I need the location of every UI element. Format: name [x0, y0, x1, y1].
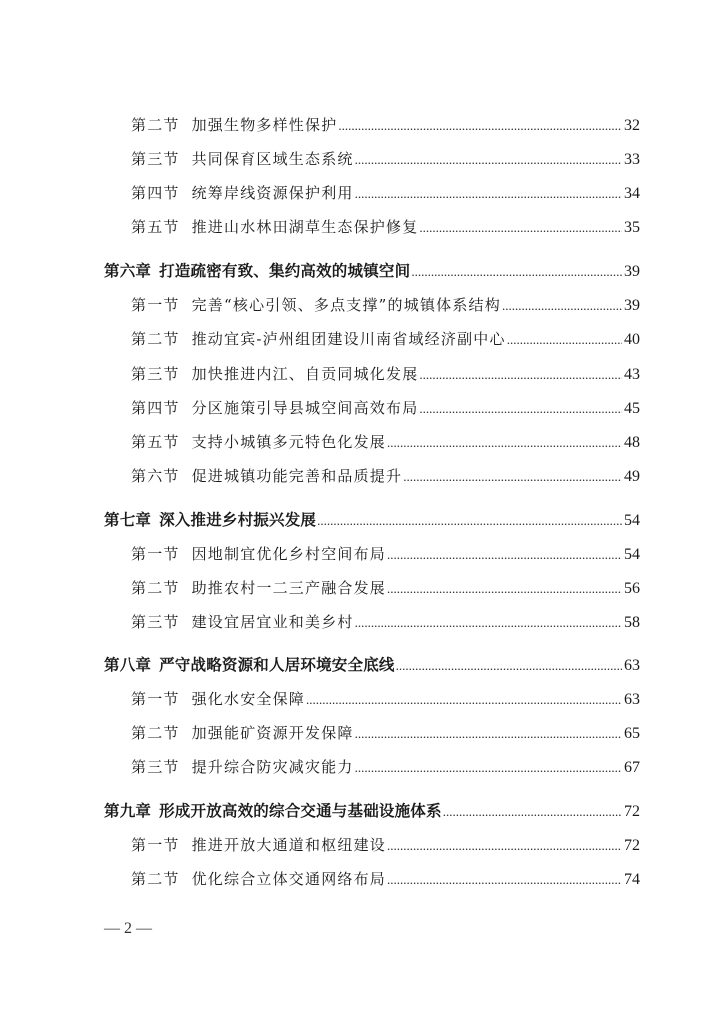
- toc-entry-page: 35: [624, 219, 640, 236]
- toc-section-entry: [131, 292, 640, 318]
- toc-entry-number: 第六章: [104, 262, 152, 280]
- toc-entry-title: 严守战略资源和人居环境安全底线: [159, 656, 395, 674]
- toc-entry-title: 分区施策引导县城空间高效布局: [191, 399, 419, 417]
- toc-entry-number: 第二节: [131, 724, 180, 742]
- toc-entry-title: 统筹岸线资源保护利用: [191, 184, 354, 202]
- toc-entry-number: 第六节: [131, 467, 180, 485]
- page-number-footer: — 2 —: [104, 920, 152, 937]
- toc-entry-title: 深入推进乡村振兴发展: [159, 511, 317, 529]
- dot-leader: [317, 508, 622, 534]
- toc-entry-page: 49: [624, 468, 640, 485]
- toc-entry-title: 提升综合防灾减灾能力: [191, 758, 354, 776]
- toc-entry-page: 63: [624, 691, 640, 708]
- toc-entry-title: 推进开放大通道和枢纽建设: [191, 836, 387, 854]
- toc-entry-page: 54: [624, 512, 640, 529]
- dot-leader: [387, 576, 622, 602]
- toc-section-entry: [131, 609, 640, 635]
- dot-leader: [355, 147, 622, 173]
- toc-entry-title: 优化综合立体交通网络布局: [191, 870, 387, 888]
- toc-entry-page: 43: [624, 366, 640, 383]
- toc-entry-number: 第二节: [131, 579, 180, 597]
- toc-entry-title: 形成开放高效的综合交通与基础设施体系: [159, 802, 442, 820]
- toc-section-entry: [131, 326, 640, 352]
- toc-entry-page: 56: [624, 580, 640, 597]
- dot-leader: [396, 653, 622, 679]
- toc-entry-number: 第二节: [131, 330, 180, 348]
- toc-section-entry: [131, 112, 640, 138]
- toc-entry-number: 第四节: [131, 184, 180, 202]
- toc-entry-title: 推动宜宾-泸州组团建设川南省域经济副中心: [191, 330, 506, 348]
- toc-entry-page: 33: [624, 151, 640, 168]
- toc-entry-title: 加强生物多样性保护: [191, 116, 338, 134]
- toc-entry-number: 第三节: [131, 365, 180, 383]
- toc-entry-page: 40: [624, 331, 640, 348]
- toc-chapter-entry: [104, 258, 640, 284]
- dot-leader: [419, 362, 622, 388]
- dot-leader: [387, 542, 622, 568]
- dot-leader: [355, 610, 622, 636]
- toc-entry-title: 完善“核心引领、多点支撑”的城镇体系结构: [191, 296, 501, 314]
- toc-section-entry: [131, 429, 640, 455]
- toc-section-entry: [131, 361, 640, 387]
- toc-entry-number: 第一节: [131, 296, 180, 314]
- dot-leader: [338, 113, 622, 139]
- toc-section-entry: [131, 575, 640, 601]
- toc-section-entry: [131, 463, 640, 489]
- toc-entry-page: 54: [624, 546, 640, 563]
- toc-entry-page: 39: [624, 263, 640, 280]
- dot-leader: [355, 755, 622, 781]
- toc-entry-page: 48: [624, 434, 640, 451]
- toc-entry-page: 58: [624, 614, 640, 631]
- dot-leader: [387, 867, 622, 893]
- toc-entry-title: 强化水安全保障: [191, 690, 306, 708]
- toc-chapter-entry: [104, 507, 640, 533]
- toc-section-entry: [131, 832, 640, 858]
- toc-entry-page: 34: [624, 185, 640, 202]
- toc-entry-page: 67: [624, 759, 640, 776]
- toc-entry-title: 因地制宜优化乡村空间布局: [191, 545, 387, 563]
- dot-leader: [355, 181, 622, 207]
- toc-entry-number: 第九章: [104, 802, 152, 820]
- toc-entry-number: 第一节: [131, 836, 180, 854]
- toc-entry-number: 第一节: [131, 545, 180, 563]
- toc-entry-page: 65: [624, 725, 640, 742]
- toc-section-entry: [131, 686, 640, 712]
- dot-leader: [403, 464, 622, 490]
- toc-section-entry: [131, 866, 640, 892]
- toc-entry-number: 第三节: [131, 613, 180, 631]
- toc-entry-number: 第七章: [104, 511, 152, 529]
- toc-entry-title: 助推农村一二三产融合发展: [191, 579, 387, 597]
- toc-entry-title: 建设宜居宜业和美乡村: [191, 613, 354, 631]
- dot-leader: [443, 799, 622, 825]
- toc-entry-page: 39: [624, 297, 640, 314]
- dot-leader: [411, 259, 622, 285]
- toc-entry-number: 第五节: [131, 433, 180, 451]
- toc-section-entry: [131, 180, 640, 206]
- toc-entry-page: 45: [624, 400, 640, 417]
- toc-section-entry: [131, 146, 640, 172]
- toc-entry-number: 第八章: [104, 656, 152, 674]
- dot-leader: [502, 293, 622, 319]
- toc-entry-title: 促进城镇功能完善和品质提升: [191, 467, 403, 485]
- toc-entry-title: 推进山水林田湖草生态保护修复: [191, 218, 419, 236]
- toc-entry-title: 打造疏密有致、集约高效的城镇空间: [159, 262, 411, 280]
- toc-entry-number: 第三节: [131, 758, 180, 776]
- dot-leader: [387, 833, 622, 859]
- dot-leader: [419, 396, 622, 422]
- toc-entry-number: 第二节: [131, 116, 180, 134]
- dot-leader: [387, 430, 622, 456]
- toc-entry-title: 共同保育区域生态系统: [191, 150, 354, 168]
- toc-entry-title: 加快推进内江、自贡同城化发展: [191, 365, 419, 383]
- toc-entry-title: 支持小城镇多元特色化发展: [191, 433, 387, 451]
- toc-entry-number: 第三节: [131, 150, 180, 168]
- toc-section-entry: [131, 754, 640, 780]
- toc-chapter-entry: [104, 798, 640, 824]
- toc-entry-number: 第五节: [131, 218, 180, 236]
- dot-leader: [306, 687, 622, 713]
- dot-leader: [419, 215, 622, 241]
- dot-leader: [355, 721, 622, 747]
- toc-entry-number: 第二节: [131, 870, 180, 888]
- toc-entry-number: 第四节: [131, 399, 180, 417]
- toc-section-entry: [131, 214, 640, 240]
- toc-chapter-entry: [104, 652, 640, 678]
- toc-section-entry: [131, 720, 640, 746]
- toc-entry-page: 72: [624, 837, 640, 854]
- toc-entry-page: 72: [624, 803, 640, 820]
- toc-section-entry: [131, 541, 640, 567]
- toc-entry-page: 74: [624, 871, 640, 888]
- toc-entry-page: 63: [624, 657, 640, 674]
- toc-section-entry: [131, 395, 640, 421]
- toc-entry-number: 第一节: [131, 690, 180, 708]
- toc-entry-page: 32: [624, 117, 640, 134]
- toc-entry-title: 加强能矿资源开发保障: [191, 724, 354, 742]
- dot-leader: [507, 327, 622, 353]
